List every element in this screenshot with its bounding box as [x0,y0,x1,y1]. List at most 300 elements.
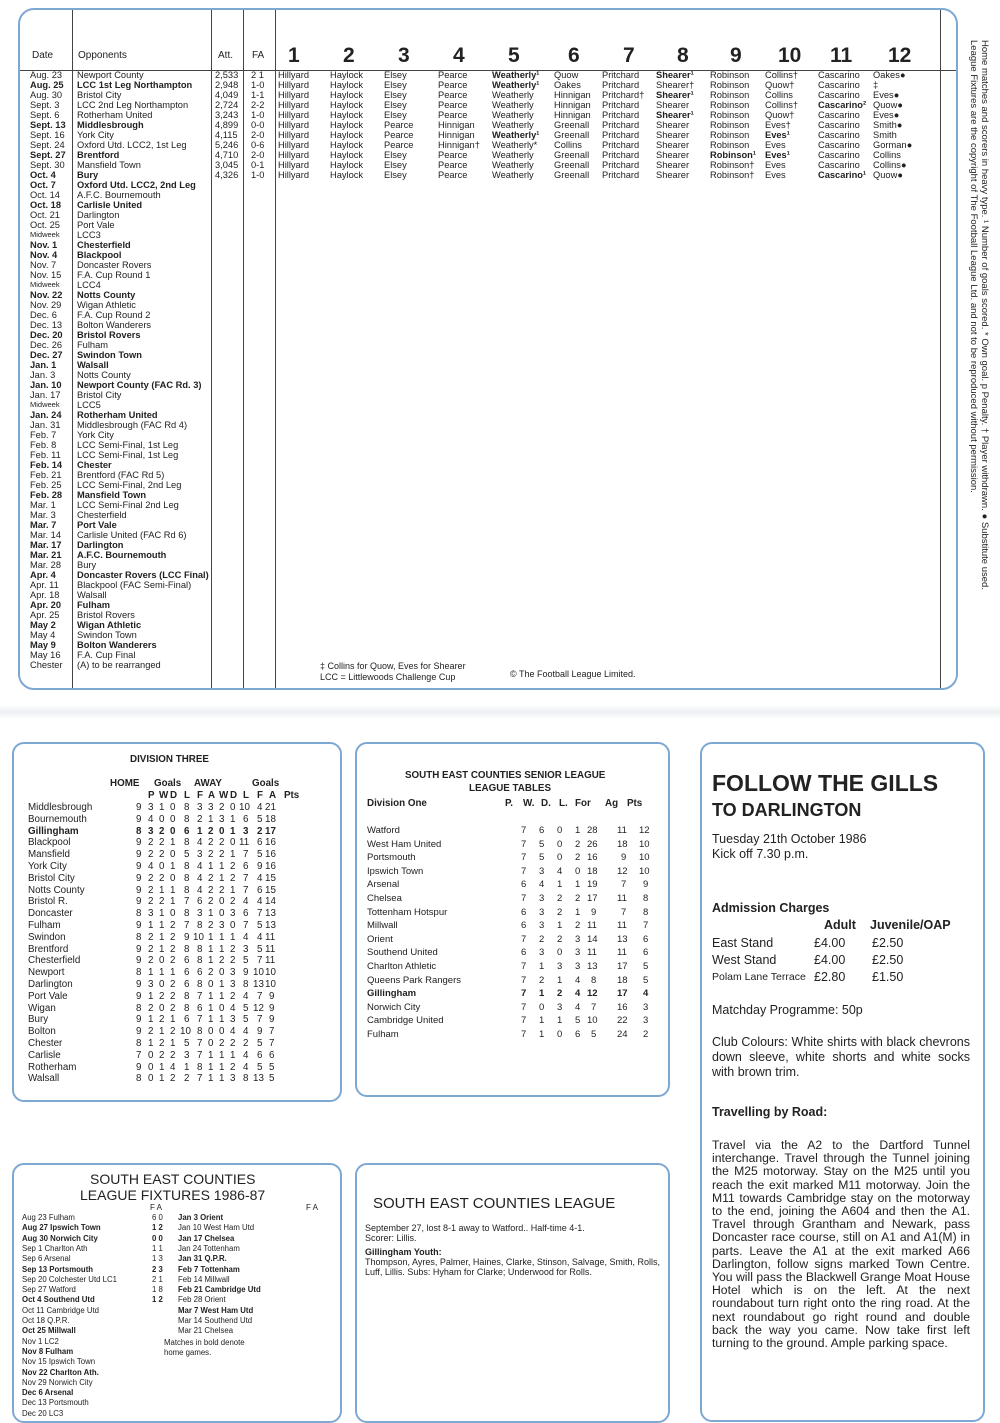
fixture-row [20,310,956,320]
fixture-opponent: LCC Semi-Final, 1st Leg [77,440,179,450]
sec-cell: 11 [617,947,627,959]
div3-team: Wigan [28,1002,56,1014]
sec-league-table [355,742,670,1097]
fixture-date: Oct. 25 [30,220,60,230]
div3-cell: 3 [219,920,225,931]
fixture-opponent: Chesterfield [77,510,127,520]
div3-cell: 7 [243,920,249,931]
div3-cell: 1 [159,908,165,920]
fx-fa-left: F A [150,1203,163,1212]
fx-match: Aug 27 Ipswich Town [22,1223,101,1233]
div3-cell: 8 [136,931,142,943]
fixture-row [20,320,956,330]
fixture-row [20,490,956,500]
div3-cell: 0 [230,920,236,931]
div3-cell: 7 [257,990,263,1002]
follow-title: FOLLOW THE GILLS [712,770,939,796]
div3-cell: 1 [208,908,214,920]
match-date: Tuesday 21th October 1986 [712,832,867,846]
fixture-date: Sept. 3 [30,100,60,110]
fixture-opponent: F.A. Cup Round 2 [77,310,151,320]
fx-match: Feb 14 Millwall [178,1274,230,1284]
footnote-subs: ‡ Collins for Quow, Eves for Shearer [320,661,466,671]
player-cell: Robinson [710,140,750,150]
sec-cell: 6 [643,947,649,959]
div3-cell: 2 [170,1002,176,1014]
div3-team: York City [28,861,67,872]
fixture-attendance: 2,948 [215,80,239,90]
sec-division: Division One [367,798,427,809]
div3-cell: 2 [148,896,154,908]
player-cell: Elsey [384,100,407,110]
fixture-date: Chester [30,660,63,670]
div3-team: Fulham [28,920,61,931]
div3-cell: 4 [197,861,203,872]
div3-cell: 9 [136,896,142,908]
fx-match: Feb 21 Cambridge Utd [178,1285,261,1295]
header-position-9: 9 [730,44,742,67]
div3-cell: 3 [243,943,249,955]
player-cell: Weatherly [492,160,534,170]
fixture-row [20,350,956,360]
sec-cell: 28 [587,825,598,836]
route-text: Travel via the A2 to the Dartford Tunnel interchange. Travel through the Tunnel joining the M25 motorway. Stay on the M25 until you reach the exit marked M11 motorway. Join the M11 towards Cambridge stay on the motorway to the end, joining the A604 and then the A1. Travel through Grantham and Newark, pass Doncaster race course, still on A1 and A1(M) in parts. Leave the A1 at the exit marked A66 Darlington, follow signs marked Town Centre. You will pass the Blackwell Grange Moat House Hotel which is on the left. At the next roundabout turn right onto the ring road. At the next roundabout go right round and double back the way you came. Now take first left turning to the ground. Ample parking space. [712,1138,970,1351]
div3-cell: 5 [257,1038,263,1049]
div3-cell: 2 [230,943,236,955]
div3-cell: 2 [148,931,154,943]
fixture-date: May 2 [30,620,56,630]
div3-cell: 5 [269,1061,275,1073]
player-cell: Pritchard [602,100,640,110]
sec-cell: 3 [539,893,545,904]
sec-cell: 14 [587,933,598,945]
div3-team: Bury [28,1014,49,1026]
div3-cell: 6 [243,861,249,872]
player-cell: Eves● [873,110,900,120]
fixture-row [20,440,956,450]
fixture-row [20,520,956,530]
sec-cell: 1 [557,974,563,986]
sec-cell: 7 [621,879,627,891]
player-cell: Robinson† [710,160,755,170]
sec-team: Cambridge United [367,1015,444,1027]
div3-col-header: A [208,790,216,801]
div3-goals: Goals [154,778,182,789]
div3-team: Mansfield [28,849,70,861]
fixture-date: Jan. 17 [30,390,61,400]
div3-cell: 7 [197,990,203,1002]
div3-cell: 4 [257,931,263,943]
player-cell: Haylock [330,80,364,90]
header-position-12: 12 [888,44,912,67]
div3-cell: 0 [170,872,176,884]
travel-heading: Travelling by Road: [712,1105,828,1119]
div3-cell: 1 [159,943,165,955]
div3-col-header: P [148,790,155,801]
price-stand: Polam Lane Terrace [712,971,806,983]
player-cell: Haylock [330,100,364,110]
player-cell: Greenall [554,120,590,130]
fixture-opponent: Walsall [77,590,107,600]
fixture-date: Nov. 1 [30,240,58,250]
div3-cell: 4 [243,931,249,943]
fx-match: Nov 15 Ipswich Town [22,1357,96,1367]
sec-col-header: Pts [627,798,643,809]
div3-cell: 4 [230,1026,236,1038]
player-cell: Pritchard [602,110,640,120]
player-cell: Collins† [765,70,799,80]
fixture-opponent: LCC3 [77,230,101,240]
fx-score: 1 3 [152,1254,163,1264]
fixture-opponent: Carlisle United (FAC Rd 6) [77,530,187,540]
header-position-2: 2 [343,44,355,67]
sec-team: Chelsea [367,893,402,904]
div3-cell: 2 [170,1026,176,1038]
fixture-opponent: York City [77,430,114,440]
div3-cell: 2 [170,979,176,990]
fixture-opponent: Port Vale [77,220,115,230]
div3-cell: 4 [197,884,203,896]
header-position-1: 1 [288,44,300,67]
fx-fa-right: F A [306,1203,319,1212]
player-cell: Shearer [656,140,690,150]
fixture-opponent: York City [77,130,114,140]
player-cell: Quow [554,70,579,80]
fixture-opponent: LCC 2nd Leg Northampton [77,100,189,110]
div3-cell: 0 [159,979,165,990]
sec-team: Watford [367,825,400,836]
div3-cell: 10 [193,931,204,943]
div3-cell: 2 [219,1038,225,1049]
kickoff: Kick off 7.30 p.m. [712,847,809,861]
fixture-date: Dec. 20 [30,330,63,340]
div3-cell: 17 [265,825,276,837]
fixture-row [20,330,956,340]
div3-cell: 1 [159,920,165,931]
player-cell: Hillyard [278,140,309,150]
div3-cell: 4 [243,1061,249,1073]
div3-cell: 7 [197,1038,203,1049]
fx-score: 1 8 [152,1285,163,1295]
div3-cell: 10 [180,1026,191,1038]
rep-title: SOUTH EAST COUNTIES LEAGUE [373,1195,616,1212]
player-cell: Pearce [438,70,468,80]
div3-cell: 16 [265,849,276,861]
header-date: Date [32,50,54,61]
fixture-opponent: Bristol City [77,390,122,400]
fixture-score: 2-2 [251,100,265,110]
fixture-date: Mar. 1 [30,500,56,510]
div3-cell: 1 [159,802,165,813]
div3-cell: 18 [265,813,276,825]
sec-cell: 6 [521,947,527,959]
fixture-opponent: Notts County [77,370,131,380]
div3-cell: 2 [208,849,214,861]
fixture-date: Nov. 15 [30,270,62,280]
player-cell: Pearce [438,110,468,120]
div3-cell: 1 [230,825,236,837]
div3-cell: 3 [184,1049,190,1061]
player-cell: ‡ [873,80,879,90]
player-cell: Pearce [438,80,468,90]
sec-cell: 18 [617,838,628,850]
fixture-date: Apr. 18 [30,590,60,600]
player-cell: Weatherly [492,170,534,180]
div3-cell: 2 [148,837,154,849]
fx-score: 1 1 [152,1243,163,1253]
div3-cell: 0 [170,802,176,813]
div3-cell: 1 [208,943,214,955]
club-colours: Club Colours: White shirts with black chevrons down sleeve, white shorts and white socks with brown trim. [712,1035,970,1079]
sec-cell: 0 [557,838,563,850]
fixture-opponent: Brentford (FAC Rd 5) [77,470,165,480]
div3-cell: 13 [265,908,276,920]
div3-team: Notts County [28,884,85,896]
div3-cell: 7 [243,849,249,861]
player-cell: Hillyard [278,90,309,100]
div3-cell: 1 [219,1049,225,1061]
fixture-date: May 9 [30,640,56,650]
div3-cell: 1 [148,1038,154,1049]
player-cell: Elsey [384,110,407,120]
div3-cell: 9 [184,931,190,943]
sec-cell: 9 [621,852,627,864]
fixture-opponent: Middlesbrough [77,120,144,130]
player-cell: Haylock [330,140,364,150]
div3-cell: 8 [184,802,190,813]
fixture-opponent: Bury [77,170,99,180]
header-position-10: 10 [778,44,802,67]
div3-cell: 6 [184,967,190,979]
div3-cell: 2 [159,1014,165,1026]
fixture-row [20,100,956,110]
fixture-row [20,120,956,130]
div3-cell: 6 [269,1049,275,1061]
player-cell: Hillyard [278,70,309,80]
div3-cell: 0 [219,1026,225,1038]
sec-cell: 10 [639,865,650,877]
sec-cell: 6 [521,920,527,932]
fixture-date: Jan. 1 [30,360,57,370]
player-cell: Elsey [384,150,407,160]
fx-score: 1 2 [152,1223,163,1233]
fixture-date: Apr. 25 [30,610,60,620]
sec-cell: 17 [617,988,628,1000]
div3-cell: 2 [148,884,154,896]
sec-cell: 2 [575,838,581,850]
player-cell: Gorman● [873,140,913,150]
div3-cell: 2 [170,920,176,931]
div3-cell: 2 [170,931,176,943]
div3-cell: 1 [148,920,154,931]
sec-team: Orient [367,933,393,945]
div3-cell: 4 [197,872,203,884]
div3-cell: 8 [184,837,190,849]
sec-cell: 12 [617,865,628,877]
div3-cell: 1 [219,1061,225,1073]
div3-cell: 8 [136,1002,142,1014]
div3-cell: 1 [148,967,154,979]
fixtures-panel [18,8,958,690]
sec-cell: 3 [539,865,545,877]
div3-cell: 1 [208,1061,214,1073]
div3-cell: 3 [243,825,249,837]
player-cell: Robinson [710,70,750,80]
fixture-row [20,510,956,520]
fixture-opponent: Middlesbrough (FAC Rd 4) [77,420,188,430]
fixture-row [20,170,956,180]
fixture-date: Oct. 21 [30,210,60,220]
div3-cell: 3 [230,1014,236,1026]
div3-cell: 2 [148,1002,154,1014]
sec-cell: 6 [521,906,527,918]
div3-cell: 14 [265,896,276,908]
fixture-opponent: Wigan Athletic [77,300,136,310]
fx-match: Mar 14 Southend Utd [178,1316,253,1325]
sec-cell: 16 [587,852,598,864]
fixture-opponent: Mansfield Town [77,160,141,170]
player-cell: Pearce [438,90,468,100]
sec-cell: 17 [617,961,628,972]
fixture-opponent: LCC Semi-Final, 1st Leg [77,450,179,460]
player-cell: Haylock [330,170,364,180]
fixture-date: Nov. 29 [30,300,62,310]
sec-team: Fulham [367,1029,399,1040]
sec-cell: 7 [621,906,627,918]
div3-cell: 2 [219,849,225,861]
copyright: © The Football League Limited. [510,669,636,679]
div3-cell: 12 [253,1002,264,1014]
fixture-opponent: Notts County [77,290,136,300]
player-cell: Weatherly [492,150,534,160]
div3-cell: 1 [230,813,236,825]
rep-youth: Gillingham Youth: [365,1247,442,1257]
div3-cell: 8 [197,955,203,967]
div3-team: Middlesbrough [28,802,93,813]
price-adult: £4.00 [814,953,846,967]
div3-cell: 3 [219,813,225,825]
header-position-8: 8 [677,44,689,67]
div3-cell: 8 [136,1038,142,1049]
sec-cell: 7 [643,920,649,932]
sec-cell: 22 [617,1015,628,1027]
div3-cell: 4 [148,861,154,872]
div3-team: Darlington [28,979,73,990]
div3-cell: 2 [170,990,176,1002]
div3-cell: 0 [170,825,176,837]
div3-cell: 8 [197,979,203,990]
fixture-date: Jan. 3 [30,370,56,380]
player-cell: Cascarino [818,80,860,90]
div3-cell: 4 [230,1002,236,1014]
div3-col-header: W [219,790,229,801]
player-cell: Greenall [554,130,590,140]
sec-cell: 7 [521,1001,527,1013]
fixture-row [20,590,956,600]
div3-cell: 2 [219,802,225,813]
div3-cell: 5 [257,813,263,825]
div3-cell: 8 [197,1061,203,1073]
fixture-date: Sept. 24 [30,140,65,150]
sec-cell: 7 [521,838,527,850]
player-cell: Hillyard [278,160,309,170]
div3-cell: 2 [159,825,165,837]
div3-cell: 8 [184,1002,190,1014]
fixture-opponent: Walsall [77,360,109,370]
div3-cell: 0 [230,837,236,849]
div3-cell: 2 [219,955,225,967]
div3-cell: 3 [230,1073,236,1085]
div3-team: Bristol R. [28,896,68,908]
player-cell: Quow† [765,110,795,120]
player-cell: Eves¹ [765,150,790,160]
div3-cell: 6 [197,896,203,908]
div3-title: DIVISION THREE [130,754,209,765]
fixture-opponent: Bristol City [77,90,122,100]
fixture-row [20,110,956,120]
sec-cell: 7 [521,852,527,864]
div3-cell: 0 [170,849,176,861]
div3-cell: 8 [184,908,190,920]
player-cell: Haylock [330,130,364,140]
player-cell: Hillyard [278,120,309,130]
div3-cell: 9 [136,861,142,872]
sec-cell: 26 [587,838,598,850]
div3-cell: 5 [243,1002,249,1014]
div3-cell: 3 [197,849,203,861]
fixture-row [20,340,956,350]
div3-cell: 1 [219,931,225,943]
sec-cell: 6 [643,933,649,945]
div3-cell: 1 [184,1061,190,1073]
fixture-date: Dec. 6 [30,310,57,320]
sec-cell: 5 [539,838,545,850]
div3-col-header: W [159,790,169,801]
div3-cell: 3 [148,802,154,813]
fixture-date: Apr. 4 [30,570,56,580]
sec-team: Portsmouth [367,852,416,864]
fixture-row [20,480,956,490]
div3-cell: 21 [265,802,276,813]
fixture-row [20,280,956,290]
adult-header: Adult [824,918,856,932]
fixture-row [20,620,956,630]
fixture-opponent: Blackpool (FAC Semi-Final) [77,580,192,590]
sec-cell: 5 [643,961,649,972]
div3-cell: 4 [257,896,263,908]
div3-cell: 8 [243,979,249,990]
player-cell: Robinson [710,110,750,120]
fixture-date: Oct. 7 [30,180,56,190]
sec-cell: 3 [557,1001,563,1013]
div3-cell: 7 [243,872,249,884]
sec-team: Arsenal [367,879,400,891]
div3-cell: 8 [136,908,142,920]
div3-cell: 8 [197,1026,203,1038]
div3-cell: 0 [219,908,225,920]
player-cell: Hinnigan [554,100,591,110]
sec-cell: 2 [643,1029,649,1040]
fx-match: Feb 28 Orient [178,1295,226,1305]
fixture-row [20,420,956,430]
fx-match: Oct 18 Q.P.R. [22,1316,70,1325]
sec-cell: 3 [643,1001,649,1013]
div3-cell: 13 [253,1073,264,1085]
div3-cell: 8 [184,884,190,896]
sec-cell: 4 [575,988,581,1000]
sec-team: Norwich City [367,1001,421,1013]
sec-col-header: D. [541,798,551,809]
